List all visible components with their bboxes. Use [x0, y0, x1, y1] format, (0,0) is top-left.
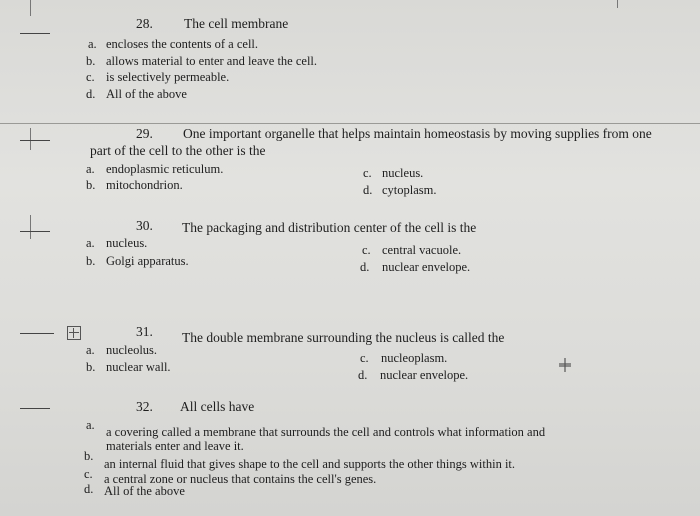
- option-text: endoplasmic reticulum.: [106, 162, 224, 176]
- question-number: 31.: [136, 324, 153, 339]
- option-letter: d.: [84, 482, 94, 496]
- option-text: allows material to enter and leave the cell.: [106, 54, 318, 68]
- option-letter: a.: [86, 162, 95, 176]
- question-stem: The cell membrane: [184, 16, 289, 31]
- move-cursor-icon: [558, 357, 572, 373]
- option-text: nucleoplasm.: [381, 351, 448, 365]
- option-text: Golgi apparatus.: [106, 254, 189, 268]
- option-letter: d.: [363, 183, 373, 197]
- option-text: nucleus.: [106, 236, 148, 250]
- option-letter: b.: [86, 54, 96, 68]
- option-text: a covering called a membrane that surrounds the cell and controls what information and: [106, 425, 546, 439]
- question-stem: part of the cell to the other is the: [90, 143, 266, 158]
- option-text: central vacuole.: [382, 243, 462, 257]
- option-letter: c.: [360, 351, 369, 365]
- answer-blank: [20, 231, 50, 232]
- option-letter: b.: [84, 449, 94, 463]
- question-stem: One important organelle that helps maintain homeostasis by moving supplies from one: [183, 126, 652, 141]
- option-text: materials enter and leave it.: [106, 439, 244, 453]
- option-letter: c.: [86, 70, 95, 84]
- answer-blank: [20, 140, 50, 141]
- question-stem: The packaging and distribution center of the cell is the: [182, 220, 477, 235]
- margin-tick: [30, 128, 31, 150]
- option-text: nuclear envelope.: [382, 260, 471, 274]
- answer-blank: [20, 33, 50, 34]
- question-number: 28.: [136, 16, 153, 31]
- move-handle-icon[interactable]: [67, 326, 81, 340]
- option-letter: a.: [86, 236, 95, 250]
- option-text: a central zone or nucleus that contains the cell's genes.: [104, 472, 377, 486]
- answer-blank: [20, 333, 54, 334]
- option-letter: c.: [84, 467, 93, 481]
- row-separator: [0, 123, 700, 124]
- option-letter: c.: [363, 166, 372, 180]
- option-text: an internal fluid that gives shape to the cell and supports the other things within it.: [104, 457, 516, 471]
- option-text: encloses the contents of a cell.: [106, 37, 259, 51]
- option-text: nuclear envelope.: [380, 368, 469, 382]
- option-text: nucleus.: [382, 166, 424, 180]
- option-letter: a.: [86, 343, 95, 357]
- margin-tick: [30, 215, 31, 239]
- option-letter: b.: [86, 178, 96, 192]
- option-text: nuclear wall.: [106, 360, 171, 374]
- option-text: is selectively permeable.: [106, 70, 230, 84]
- option-letter: a.: [86, 418, 95, 432]
- option-text: mitochondrion.: [106, 178, 183, 192]
- option-letter: a.: [88, 37, 97, 51]
- option-letter: d.: [358, 368, 368, 382]
- question-number: 29.: [136, 126, 153, 141]
- option-letter: c.: [362, 243, 371, 257]
- option-letter: d.: [360, 260, 370, 274]
- question-stem: The double membrane surrounding the nucleus is called the: [182, 330, 505, 345]
- answer-blank: [20, 408, 50, 409]
- option-text: nucleolus.: [106, 343, 158, 357]
- question-number: 32.: [136, 399, 153, 414]
- option-letter: b.: [86, 360, 96, 374]
- option-text: cytoplasm.: [382, 183, 437, 197]
- option-letter: d.: [86, 87, 96, 101]
- option-letter: b.: [86, 254, 96, 268]
- option-text: All of the above: [104, 484, 185, 498]
- question-number: 30.: [136, 218, 153, 233]
- margin-tick: [617, 0, 618, 8]
- option-text: All of the above: [106, 87, 187, 101]
- margin-tick: [30, 0, 31, 16]
- question-stem: All cells have: [180, 399, 255, 414]
